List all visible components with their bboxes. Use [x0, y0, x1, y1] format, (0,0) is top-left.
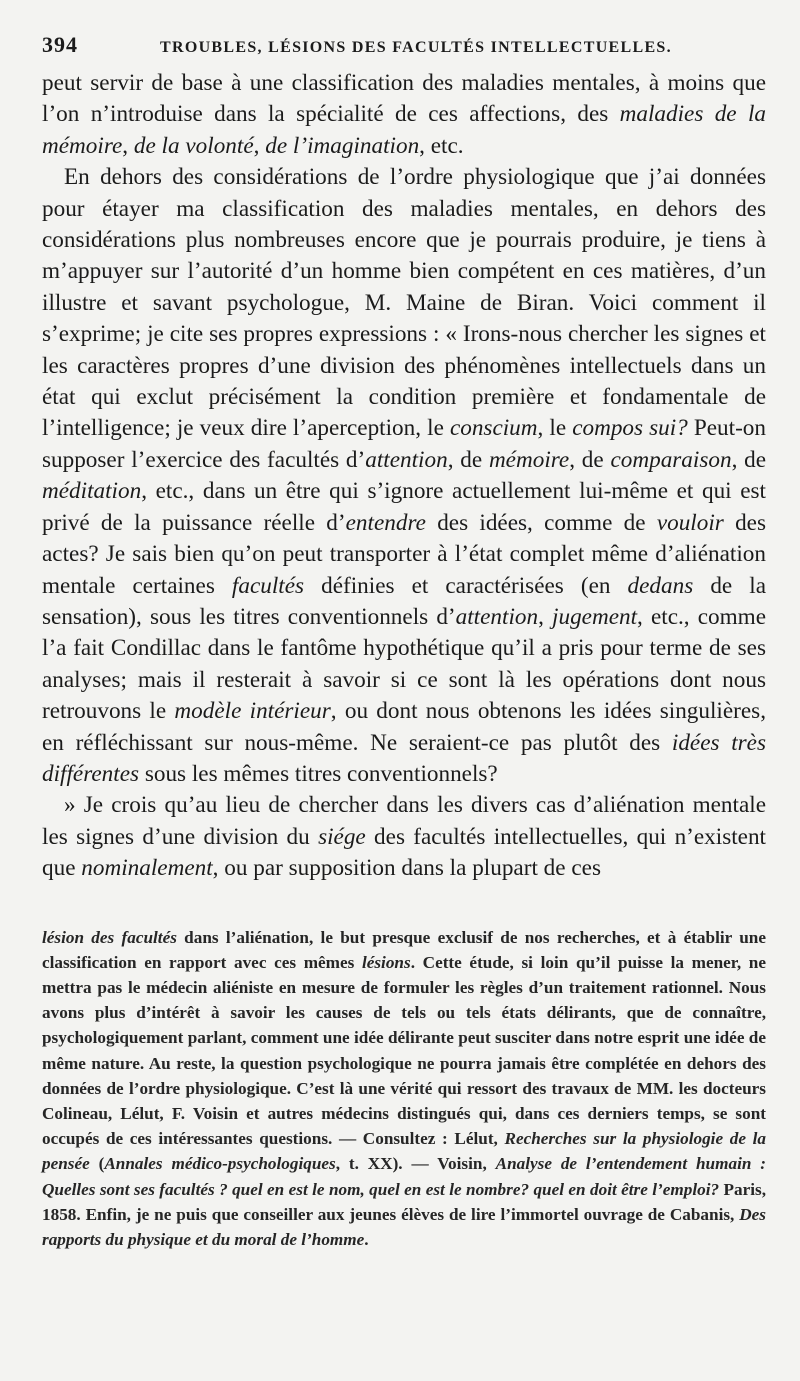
text-run: des actes? Je sais bien qu’on peut transporter à l’état complet même d’aliénation mentale certaines: [42, 509, 766, 599]
italic-text: méditation: [42, 478, 142, 505]
italic-text: mémoire: [488, 446, 570, 473]
italic-text: Des rapports du physique et du moral de l’homme: [42, 1204, 766, 1249]
text-run: , etc.: [419, 132, 464, 159]
text-run: , de: [447, 446, 489, 473]
text-run: , ou dont nous obtenons les idées singulières, en réfléchissant sur nous-même. Ne seraient-ce pas plutôt des: [42, 698, 766, 756]
text-run: . Cette étude, si loin qu’il puisse la mener, ne mettra pas le médecin aliéniste en mesure de formuler les règles d’un traitement rationnel. Nous avons plus d’intérêt à savoir les causes de tels ou tels états délirants, que de connaître, psychologiquement parlant, comment une idée délirante peut susciter dans notre esprit une idée de même nature. Au reste, la question psychologique ne pourra jamais être complétée en dehors des données de l’ordre physiologique. C’est là une vérité qui ressort des travaux de MM. les docteurs Colineau, Lélut, F. Voisin et autres médecins distingués qui, dans ces derniers temps, se sont occupés de ces intéressantes questions. — Consultez : Lélut,: [42, 952, 766, 1149]
footnote-text: [42, 925, 766, 1253]
italic-text: dedans: [627, 572, 694, 599]
italic-text: comparaison: [610, 446, 732, 473]
italic-text: lésions: [361, 952, 411, 972]
page-number: 394: [42, 32, 78, 57]
italic-text: facultés: [231, 572, 305, 599]
italic-text: de la volonté: [133, 132, 254, 159]
italic-text: Analyse de l’entendement humain : Quelles sont ses facultés ? quel en est le nom, quel en est le nombre? quel en doit être l’emploi?: [42, 1154, 767, 1199]
text-run: (: [89, 1154, 105, 1174]
paragraph: [42, 790, 766, 884]
page-header: [42, 32, 766, 62]
italic-text: idées très différentes: [42, 729, 766, 787]
italic-text: attention: [365, 446, 448, 473]
text-run: , etc., comme l’a fait Condillac dans le fantôme hypothétique qu’il a pris pour terme de ses analyses; mais il resterait à savoir si ce sont là les opérations dont nous retrouvons le: [42, 603, 767, 725]
text-run: , le: [537, 415, 573, 442]
text-run: En dehors des considérations de l’ordre physiologique que j’ai données pour étayer ma classification des maladies mentales, en dehors des considérations plus nombreuses encore que je pourrais produire, je tiens à m’appuyer sur l’autorité d’un homme bien compétent en ces matières, d’un illustre et savant psychologue, M. Maine de Biran. Voici comment il s’exprime; je cite ses propres expressions : « Irons-nous chercher les signes et les caractères propres d’une division des phénomènes intellectuels dans un état qui exclut précisément la condition première et fondamentale de l’intelligence; je veux dire l’aperception, le: [42, 164, 766, 442]
italic-text: Annales médico-psychologiques: [104, 1154, 336, 1174]
italic-text: siége: [318, 823, 366, 850]
italic-text: jugement: [552, 603, 638, 630]
text-run: des facultés intellectuelles, qui n’existent que: [42, 823, 767, 882]
paragraph: [42, 162, 766, 790]
text-run: des idées, comme de: [425, 509, 657, 536]
text-run: , t. XX). — Voisin,: [335, 1154, 496, 1174]
main-text: [42, 68, 766, 885]
italic-text: de l’imagination: [265, 132, 420, 159]
text-run: , etc., dans un être qui s’ignore actuellement lui-même et qui est privé de la puissance réelle d’: [42, 478, 766, 536]
text-run: , de: [569, 446, 611, 473]
running-head: TROUBLES, LÉSIONS DES FACULTÉS INTELLECTUELLES.: [160, 39, 672, 56]
text-run: , ou par supposition dans la plupart de ces: [212, 855, 601, 882]
text-run: définies et caractérisées (en: [304, 572, 628, 599]
text-run: .: [364, 1230, 369, 1249]
footnote: [42, 925, 766, 1253]
text-run: ,: [538, 603, 553, 630]
italic-text: modèle intérieur: [174, 698, 331, 725]
text-run: , de: [731, 446, 767, 473]
italic-text: maladies de la mémoire: [42, 101, 766, 159]
italic-text: entendre: [345, 509, 426, 536]
text-run: dans l’aliénation, le but presque exclusif de nos recherches, et à établir une classification en rapport avec ces mêmes: [42, 927, 766, 972]
paragraph: [42, 68, 766, 162]
italic-text: compos sui?: [572, 415, 688, 442]
italic-text: vouloir: [656, 509, 724, 536]
text-run: de la sensation), sous les titres conventionnels d’: [42, 572, 767, 630]
text-run: sous les mêmes titres conventionnels?: [139, 760, 498, 787]
text-run: » Je crois qu’au lieu de chercher dans les divers cas d’aliénation mentale les signes d’une division du: [42, 792, 766, 850]
italic-text: attention: [455, 603, 539, 630]
italic-text: lésion des facultés: [42, 927, 177, 947]
text-run: peut servir de base à une classification des maladies mentales, à moins que l’on n’introduise dans la spécialité de ces affections, des: [42, 70, 766, 128]
italic-text: nominalement: [81, 855, 213, 882]
italic-text: conscium: [449, 415, 538, 442]
text-run: Peut-on supposer l’exercice des facultés d’: [42, 415, 766, 473]
text-run: Paris, 1858. Enfin, je ne puis que conseiller aux jeunes élèves de lire l’immortel ouvrage de Cabanis,: [42, 1179, 766, 1224]
italic-text: Recherches sur la physiologie de la pensée: [42, 1129, 766, 1174]
text-run: ,: [253, 132, 266, 159]
text-run: ,: [122, 132, 134, 159]
